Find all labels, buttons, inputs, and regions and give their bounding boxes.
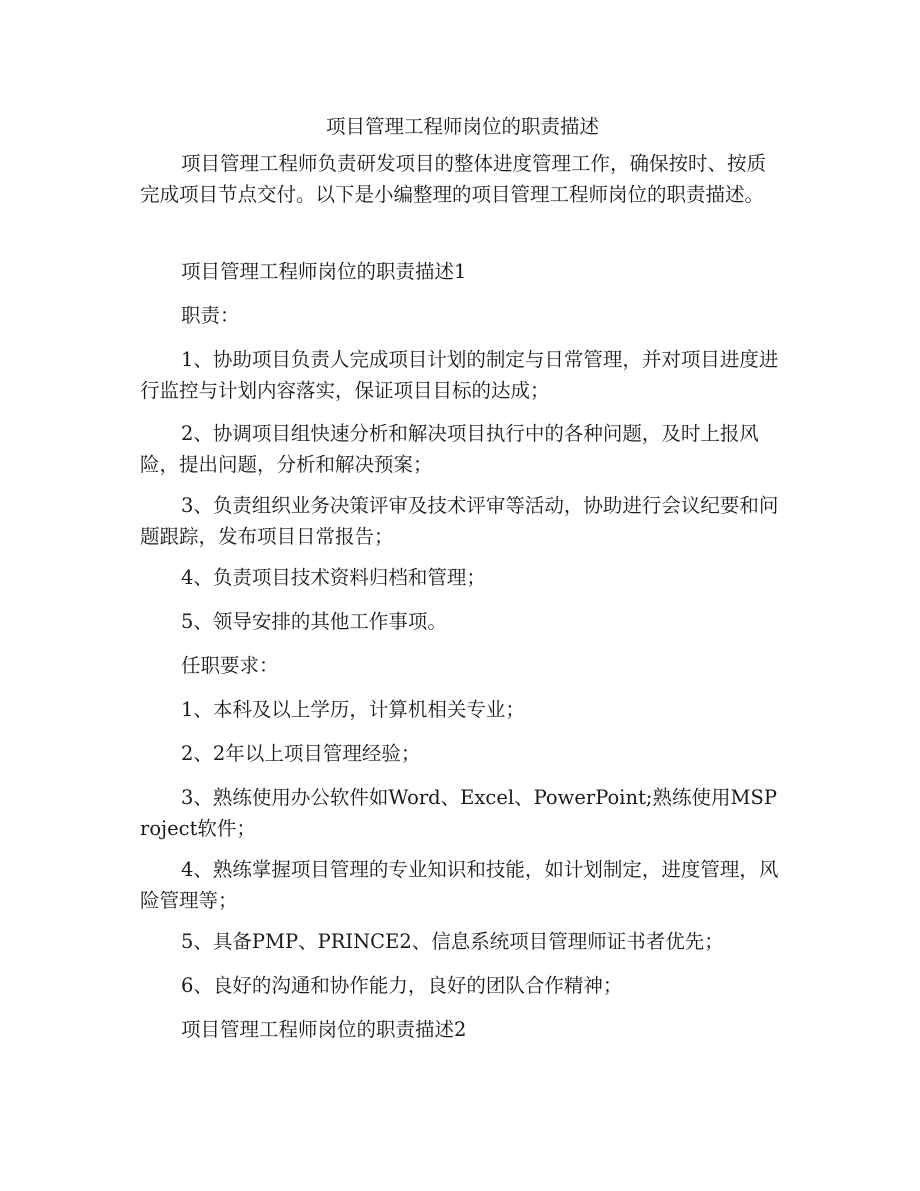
section1-heading: 项目管理工程师岗位的职责描述1	[181, 260, 467, 283]
intro-paragraph: 项目管理工程师负责研发项目的整体进度管理工作，确保按时、按质完成项目节点交付。以下是小编整理的项目管理工程师岗位的职责描述。	[140, 152, 767, 206]
duty-item: 5、领导安排的其他工作事项。	[181, 610, 447, 633]
requirements-label: 任职要求：	[181, 654, 279, 677]
requirement-item: 2、2年以上项目管理经验；	[181, 742, 421, 765]
duty-item: 3、负责组织业务决策评审及技术评审等活动，协助进行会议纪要和问题跟踪，发布项目日常报告；	[140, 494, 779, 548]
duty-item: 2、协调项目组快速分析和解决项目执行中的各种问题，及时上报风险，提出问题，分析和解决预案；	[140, 422, 759, 476]
requirement-item: 3、熟练使用办公软件如Word、Excel、PowerPoint;熟练使用MSProject软件；	[140, 786, 777, 840]
requirement-item: 1、本科及以上学历，计算机相关专业；	[181, 698, 525, 721]
duty-item: 4、负责项目技术资料归档和管理；	[181, 566, 486, 589]
requirement-item: 6、良好的沟通和协作能力，良好的团队合作精神；	[181, 974, 623, 997]
document-title: 项目管理工程师岗位的职责描述	[325, 115, 599, 138]
section2-heading: 项目管理工程师岗位的职责描述2	[181, 1018, 467, 1041]
duty-item: 1、协助项目负责人完成项目计划的制定与日常管理，并对项目进度进行监控与计划内容落实，保证项目目标的达成；	[140, 348, 779, 402]
requirement-item: 4、熟练掌握项目管理的专业知识和技能，如计划制定，进度管理，风险管理等；	[140, 858, 779, 912]
duties-label: 职责：	[181, 304, 240, 327]
requirement-item: 5、具备PMP、PRINCE2、信息系统项目管理师证书者优先；	[181, 930, 724, 953]
